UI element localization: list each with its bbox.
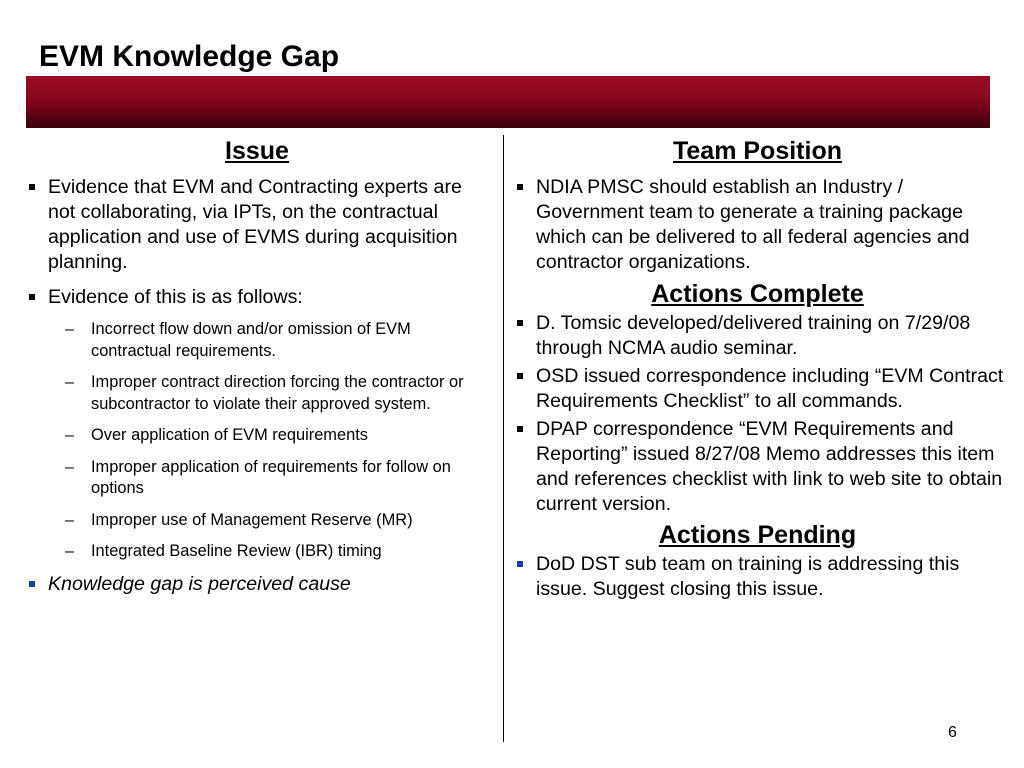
actions-pending-text: DoD DST sub team on training is addressing this issue. Suggest closing this issue. xyxy=(536,553,960,600)
square-bullet-icon xyxy=(517,184,523,190)
evidence-sub-item-text: Over application of EVM requirements xyxy=(91,426,368,444)
actions-pending-list xyxy=(510,552,1005,602)
issue-bullet-evidence-follows xyxy=(22,285,492,310)
blue-square-bullet-icon xyxy=(517,561,523,567)
square-bullet-icon xyxy=(517,320,523,326)
evidence-sub-item xyxy=(22,372,492,415)
team-position-bullet xyxy=(510,175,1005,275)
issue-bullet-text: Knowledge gap is perceived cause xyxy=(48,572,351,595)
issue-bullet-list xyxy=(22,175,492,310)
issue-cause-list xyxy=(22,572,492,597)
issue-column xyxy=(22,136,492,597)
evidence-sub-item xyxy=(22,319,492,362)
dash-bullet-icon: – xyxy=(65,427,74,444)
evidence-sub-list xyxy=(22,319,492,563)
actions-complete-item xyxy=(510,417,1005,517)
square-bullet-icon xyxy=(517,373,523,379)
title-bar xyxy=(26,76,990,128)
evidence-sub-item-text: Improper application of requirements for follow on options xyxy=(91,457,451,497)
actions-complete-text: D. Tomsic developed/delivered training on 7/29/08 through NCMA audio seminar. xyxy=(536,312,971,359)
issue-bullet-evidence-collaboration xyxy=(22,175,492,275)
actions-complete-item xyxy=(510,364,1005,414)
issue-bullet-perceived-cause xyxy=(22,572,492,597)
slide-title: EVM Knowledge Gap xyxy=(39,40,340,73)
evidence-sub-item-text: Incorrect flow down and/or omission of EVM contractual requirements. xyxy=(91,320,411,360)
square-bullet-icon xyxy=(29,184,35,190)
issue-bullet-text: Evidence that EVM and Contracting experts are not collaborating, via IPTs, on the contractual application and use of EVMS during acquisition planning. xyxy=(48,176,462,273)
dash-bullet-icon: – xyxy=(65,321,74,338)
actions-complete-heading: Actions Complete xyxy=(651,280,864,308)
blue-square-bullet-icon xyxy=(29,581,35,587)
evidence-sub-item xyxy=(22,541,492,563)
column-divider xyxy=(503,135,504,742)
evidence-sub-item-text: Improper contract direction forcing the contractor or subcontractor to violate their approved system. xyxy=(91,373,464,413)
actions-complete-text: DPAP correspondence “EVM Requirements and Reporting” issued 8/27/08 Memo addresses this item and references checklist with link to web site to obtain current version. xyxy=(536,418,1003,515)
dash-bullet-icon: – xyxy=(65,511,74,529)
square-bullet-icon xyxy=(517,426,523,432)
dash-bullet-icon: – xyxy=(65,374,74,391)
actions-complete-item xyxy=(510,311,1005,361)
evidence-sub-item-text: Integrated Baseline Review (IBR) timing xyxy=(91,542,382,560)
team-position-column xyxy=(510,136,1005,602)
dash-bullet-icon: – xyxy=(65,458,74,476)
team-position-text: NDIA PMSC should establish an Industry / Government team to generate a training package which can be delivered to all federal agencies and contractor organizations. xyxy=(536,176,970,273)
dash-bullet-icon: – xyxy=(65,543,74,560)
issue-heading: Issue xyxy=(225,137,289,165)
issue-bullet-text: Evidence of this is as follows: xyxy=(48,286,303,308)
evidence-sub-item-text: Improper use of Management Reserve (MR) xyxy=(91,510,413,529)
evidence-sub-item xyxy=(22,457,492,500)
evidence-sub-item xyxy=(22,510,492,532)
actions-pending-item xyxy=(510,552,1005,602)
team-position-heading: Team Position xyxy=(672,137,842,165)
square-bullet-icon xyxy=(29,294,35,300)
actions-complete-list xyxy=(510,311,1005,517)
actions-pending-heading: Actions Pending xyxy=(658,521,857,549)
team-position-list xyxy=(510,175,1005,275)
evidence-sub-item xyxy=(22,425,492,447)
actions-complete-text: OSD issued correspondence including “EVM Contract Requirements Checklist” to all commands. xyxy=(536,365,1004,412)
page-number: 6 xyxy=(948,724,957,741)
